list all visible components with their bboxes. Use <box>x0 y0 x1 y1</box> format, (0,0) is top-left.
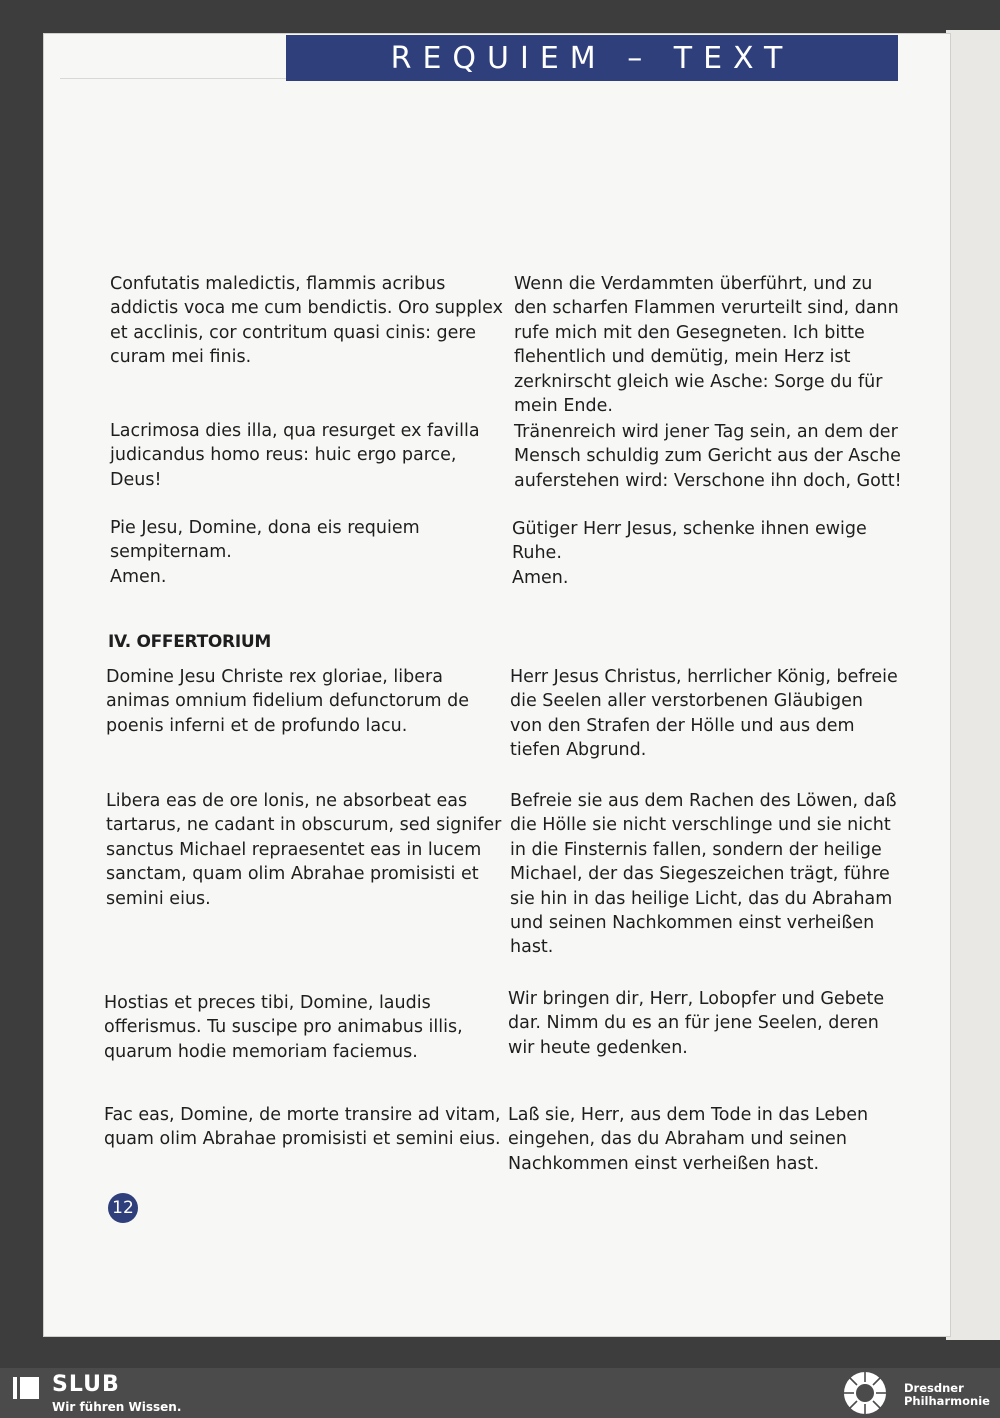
german-domine-jesu: Herr Jesus Christus, herrlicher König, befreie die Seelen aller verstorbenen Gläubigen von den Strafen der Hölle und aus dem tiefen Abgrund. <box>510 667 898 761</box>
partner-name-line2: Philharmonie <box>904 1394 990 1408</box>
latin-pie-jesu: Pie Jesu, Domine, dona eis requiem sempiternam. Amen. <box>110 518 420 587</box>
library-tagline: Wir führen Wissen. <box>52 1400 182 1414</box>
page-title: REQUIEM – TEXT <box>390 40 794 76</box>
latin-lacrimosa: Lacrimosa dies illa, qua resurget ex favilla judicandus homo reus: huic ergo parce, Deus! <box>110 421 480 490</box>
german-hostias: Wir bringen dir, Herr, Lobopfer und Gebete dar. Nimm du es an für jene Seelen, deren wir heute gedenken. <box>508 989 885 1058</box>
top-rule <box>60 78 286 79</box>
partner-name-line1: Dresdner <box>904 1381 964 1395</box>
latin-libera-eas: Libera eas de ore lonis, ne absorbeat eas tartarus, ne cadant in obscurum, sed signifer sanctus Michael repraesentet eas in lucem sanctam, quam olim Abrahae promisisti et semini eius. <box>106 791 502 909</box>
latin-hostias: Hostias et preces tibi, Domine, laudis offerismus. Tu suscipe pro animabus illis, quarum hodie memoriam faciemus. <box>104 993 463 1062</box>
page-number-badge <box>108 1193 138 1223</box>
german-pie-jesu: Gütiger Herr Jesus, schenke ihnen ewige Ruhe. Amen. <box>512 519 867 588</box>
german-lacrimosa: Tränenreich wird jener Tag sein, an dem der Mensch schuldig zum Gericht aus der Asche auferstehen wird: Verschone ihn doch, Gott! <box>514 422 902 491</box>
section-heading-offertorium: IV. OFFERTORIUM <box>108 632 271 652</box>
adjacent-page-edge <box>946 30 1000 1340</box>
latin-confutatis: Confutatis maledictis, flammis acribus addictis voca me cum bendictis. Oro supplex et acclinis, cor contritum quasi cinis: gere curam mei finis. <box>110 274 503 368</box>
latin-domine-jesu: Domine Jesu Christe rex gloriae, libera animas omnium fidelium defunctorum de poenis inferni et de profundo lacu. <box>106 667 470 736</box>
library-name[interactable]: SLUB <box>52 1372 120 1397</box>
german-confutatis: Wenn die Verdammten überführt, und zu den scharfen Flammen verurteilt sind, dann rufe mich mit den Gesegneten. Ich bitte flehentlich und demütig, mein Herz ist zerknirscht gleich wie Asche: Sorge du für mein Ende. <box>514 274 899 417</box>
german-fac-eas: Laß sie, Herr, aus dem Tode in das Leben eingehen, das du Abraham und seinen Nachkommen einst verheißen hast. <box>508 1105 869 1174</box>
slub-book-icon[interactable] <box>12 1374 40 1402</box>
page-header <box>286 35 898 81</box>
partner-name[interactable] <box>904 1382 990 1408</box>
page-number: 12 <box>112 1198 134 1218</box>
latin-fac-eas: Fac eas, Domine, de morte transire ad vitam, quam olim Abrahae promisisti et semini eius. <box>104 1105 501 1150</box>
sunburst-logo-icon[interactable] <box>842 1370 888 1416</box>
german-libera-eas: Befreie sie aus dem Rachen des Löwen, daß die Hölle sie nicht verschlinge und sie nicht in die Finsternis fallen, sondern der heilige Michael, der das Siegeszeichen trägt, führe sie hin in das heilige Licht, das du Abraham und seinen Nachkommen einst verheißen hast. <box>510 791 897 958</box>
